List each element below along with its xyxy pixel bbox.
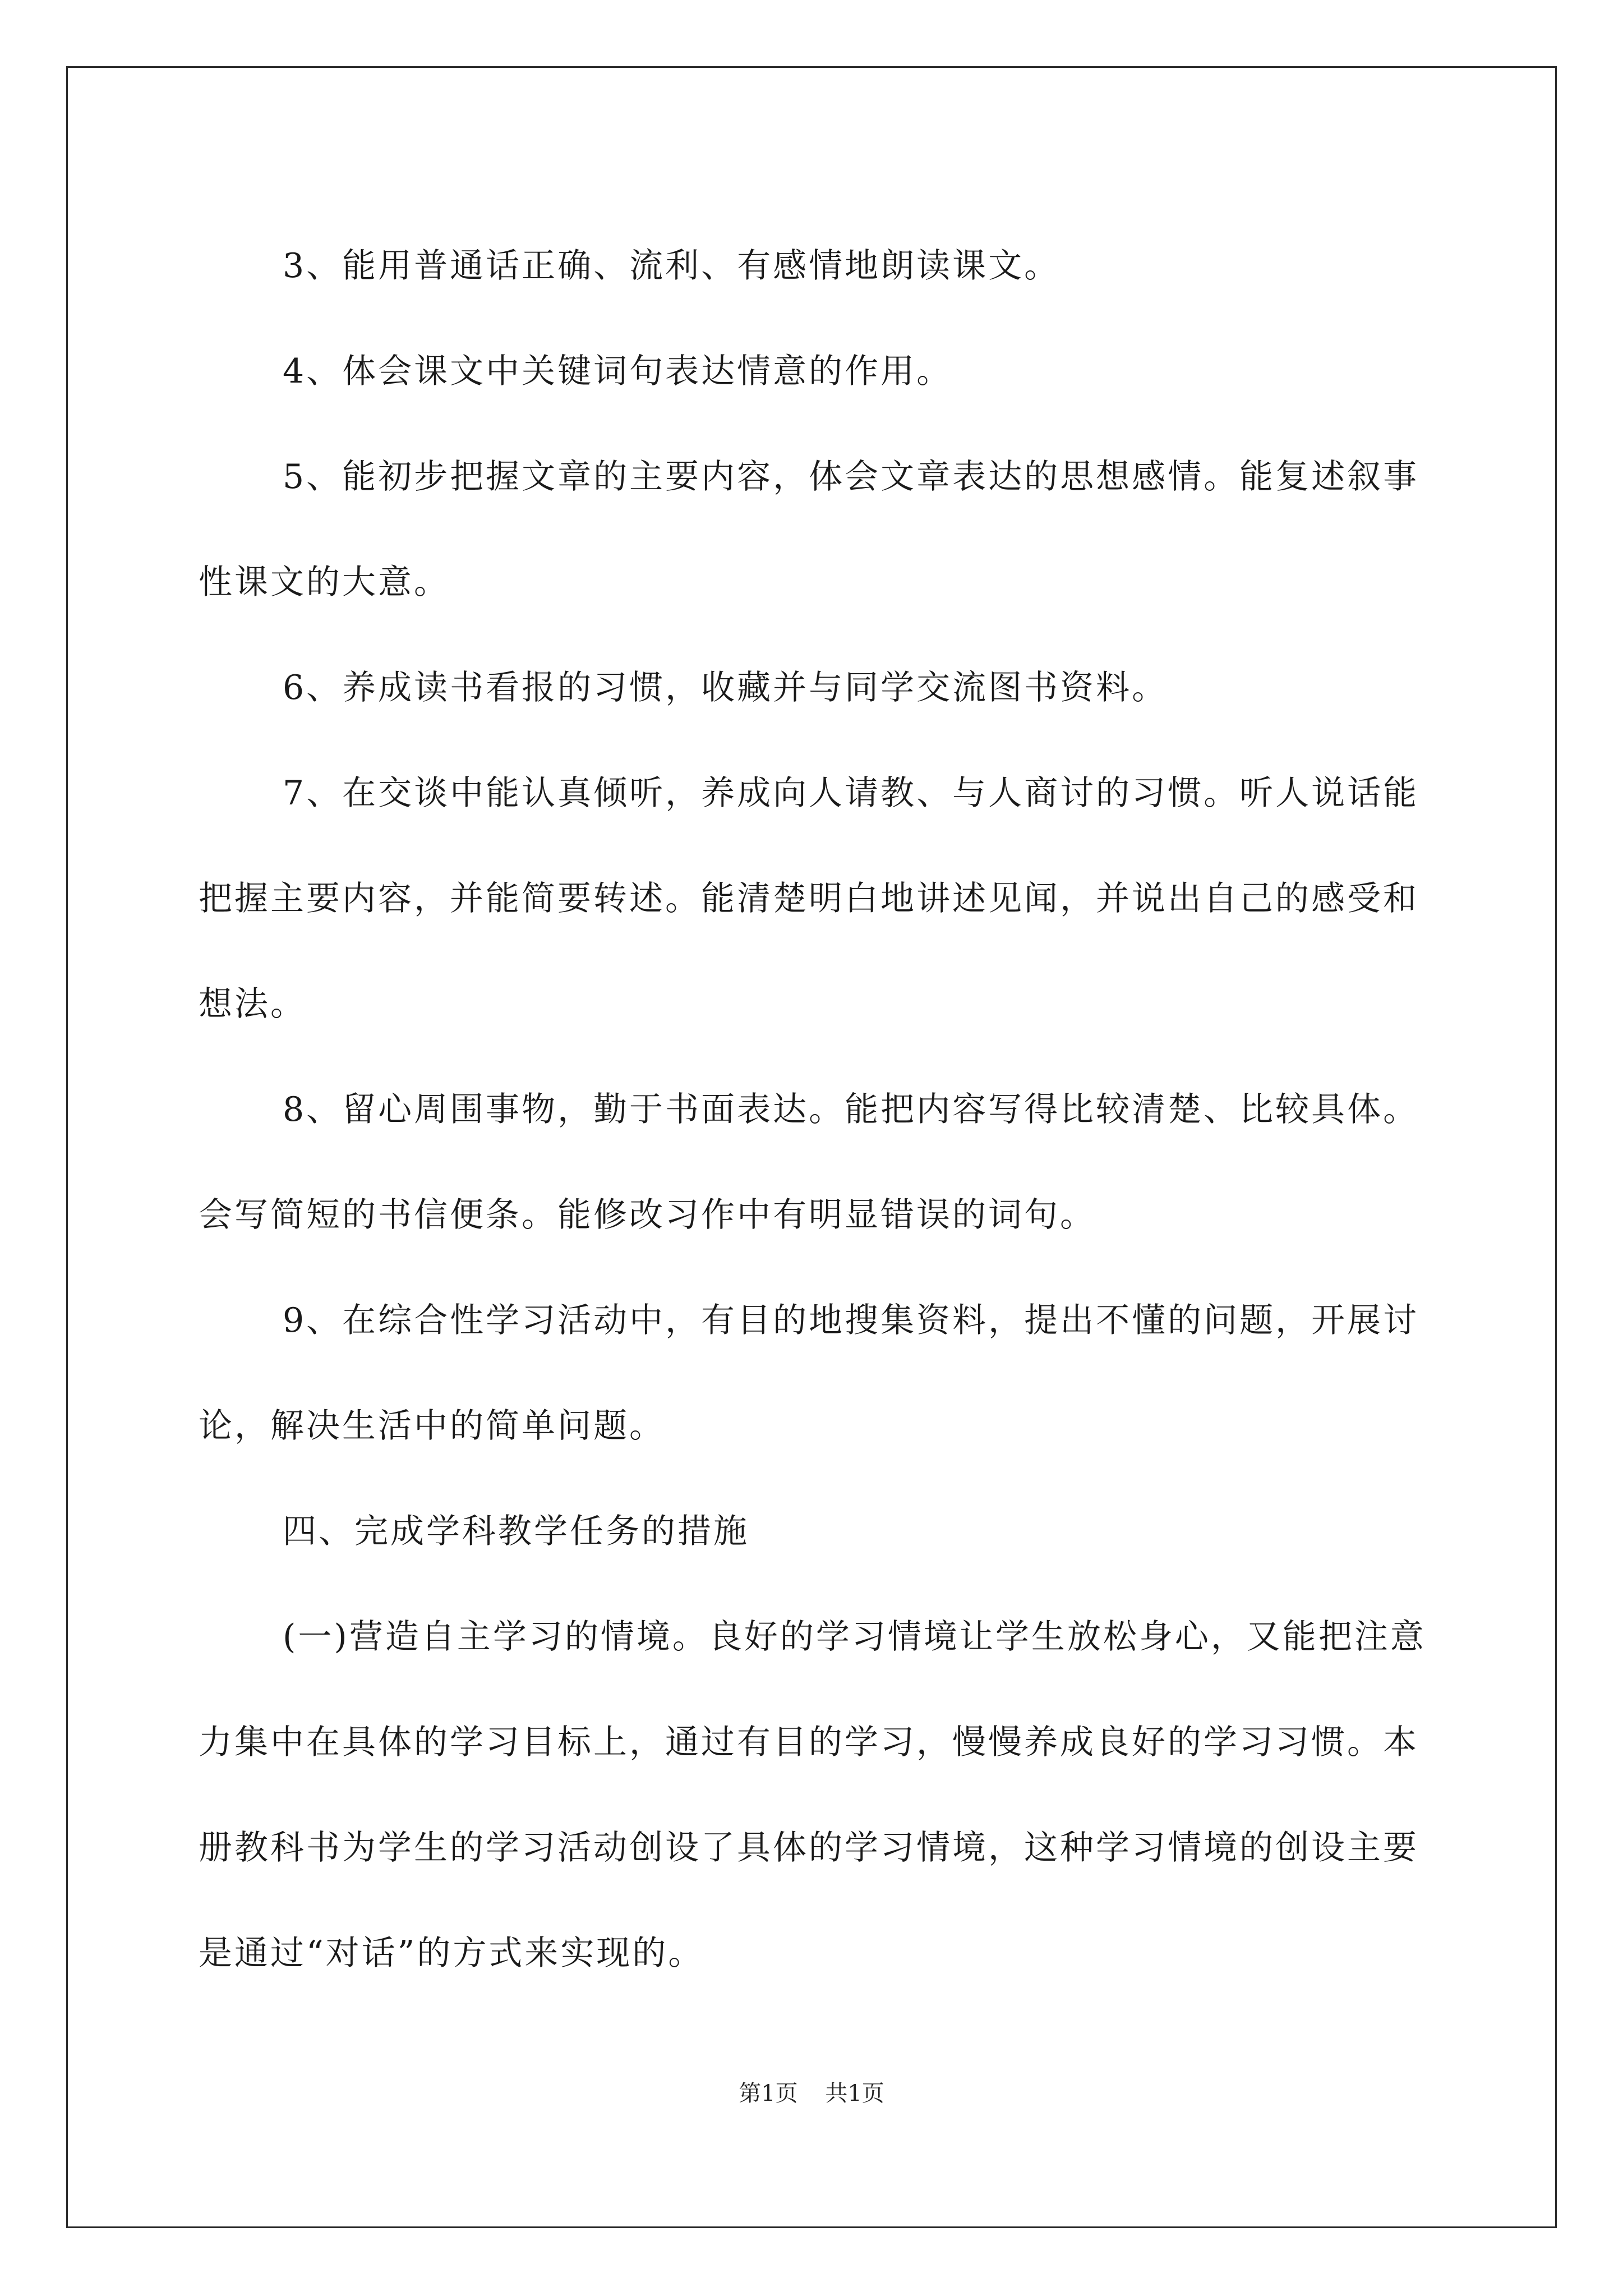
paragraph-item-5: 5、能初步把握文章的主要内容，体会文章表达的思想感情。能复述叙事性课文的大意。: [199, 457, 1419, 602]
document-body: [199, 213, 1427, 2006]
paragraph-item-6: 6、养成读书看报的习惯，收藏并与同学交流图书资料。: [283, 668, 1168, 707]
page-number: 第1页: [739, 2081, 798, 2106]
paragraph-measure-1: (一)营造自主学习的情境。良好的学习情境让学生放松身心，又能把注意力集中在具体的学习目标上，通过有目的学习，慢慢养成良好的学习习惯。本册教科书为学生的学习活动创设了具体的学习情境，这种学习情境的创设主要是通过“对话”的方式来实现的。: [199, 1617, 1426, 1973]
paragraph-item-8: 8、留心周围事物，勤于书面表达。能把内容写得比较清楚、比较具体。会写简短的书信便条。能修改习作中有明显错误的词句。: [199, 1090, 1419, 1235]
paragraph-item-7: 7、在交谈中能认真倾听，养成向人请教、与人商讨的习惯。听人说话能把握主要内容，并能简要转述。能清楚明白地讲述见闻，并说出自己的感受和想法。: [199, 774, 1419, 1024]
paragraph-item-4: 4、体会课文中关键词句表达情意的作用。: [283, 352, 953, 391]
page-total: 共1页: [825, 2081, 884, 2106]
paragraph-item-3: 3、能用普通话正确、流利、有感情地朗读课文。: [283, 246, 1061, 286]
page-footer: [0, 2076, 1623, 2108]
paragraph-item-9: 9、在综合性学习活动中，有目的地搜集资料，提出不懂的问题，开展讨论，解决生活中的简单问题。: [199, 1301, 1419, 1446]
section-heading: 四、完成学科教学任务的措施: [283, 1512, 749, 1551]
